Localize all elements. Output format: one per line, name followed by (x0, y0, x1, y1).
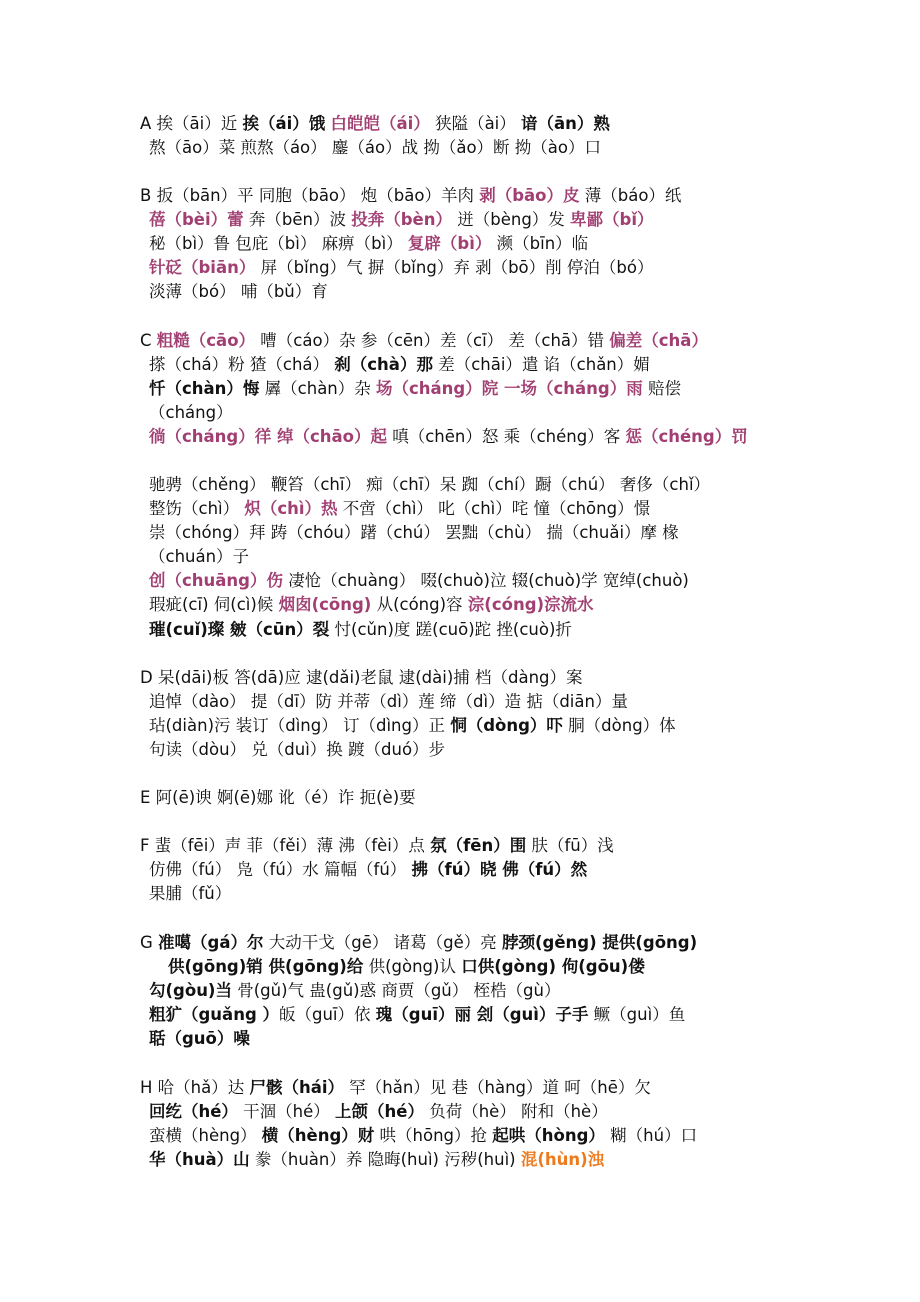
highlighted-term: 卑鄙（bǐ） (570, 210, 654, 229)
highlighted-term: 供(gōng)销 供(gōng)给 (168, 957, 364, 976)
text-segment: 供(gòng)认 (363, 957, 462, 976)
text-line (149, 1124, 860, 1148)
highlighted-term: 偏差（chā） (609, 331, 708, 350)
text-segment: 追悼（dào） 提（dī）防 并蒂（dì）莲 缔（dì）造 掂（diān）量 (149, 692, 628, 711)
text-line (149, 618, 860, 642)
text-segment: H 哈（hǎ）达 (140, 1078, 250, 1097)
text-segment: 负荷（hè） 附和（hè） (423, 1102, 608, 1121)
highlighted-term: 惩（chéng）罚 (625, 427, 748, 446)
text-line (149, 377, 860, 401)
text-segment: F 蜚（fēi）声 菲（fěi）薄 沸（fèi）点 (140, 836, 431, 855)
highlighted-term: 烟囱(cōng) (278, 595, 372, 614)
highlighted-term: 瑰（guī）丽 刽（guì）子手 (375, 1005, 589, 1024)
text-segment: 句读（dòu） 兑（duì）换 踱（duó）步 (149, 740, 446, 759)
highlighted-term: 粗犷（guǎng ） (149, 1005, 279, 1024)
text-segment: 大动干戈（gē） 诸葛（gě）亮 (263, 933, 502, 952)
text-line (168, 955, 860, 979)
text-line (149, 280, 860, 304)
text-line (140, 834, 860, 858)
text-line (149, 136, 860, 160)
highlighted-term: 拂（fú）晓 佛（fú）然 (411, 860, 588, 879)
text-line (140, 786, 860, 810)
text-segment: G (140, 933, 159, 952)
text-line (140, 184, 860, 208)
text-segment: 差（chāi）遣 谄（chǎn）媚 (432, 355, 650, 374)
text-segment: 胴（dòng）体 (562, 716, 676, 735)
text-segment: 屏（bǐng）气 摒（bǐng）弃 剥（bō）削 停泊（bó） (255, 258, 654, 277)
highlighted-term: 口供(gòng) 佝(gōu)偻 (461, 957, 645, 976)
text-line (149, 714, 860, 738)
text-segment: 骨(gǔ)气 蛊(gǔ)惑 商贾（gǔ） 桎梏（gù） (231, 981, 561, 1000)
text-segment: 秘（bì）鲁 包庇（bì） 麻痹（bì） (149, 234, 408, 253)
highlighted-term: 复辟（bì） (407, 234, 492, 253)
highlighted-term: 脖颈(gěng) 提供(gōng) (501, 933, 698, 952)
text-line (149, 353, 860, 377)
text-segment: 肤（fū）浅 (526, 836, 614, 855)
text-segment: 搽（chá）粉 猹（chá） (149, 355, 335, 374)
text-segment: 从(cóng)容 (371, 595, 468, 614)
highlighted-term: 忏（chàn）悔 (149, 379, 260, 398)
text-segment: 薄（báo）纸 (579, 186, 682, 205)
text-segment: 熬（āo）菜 煎熬（áo） 鏖（áo）战 拗（ǎo）断 拗（ào）口 (149, 138, 602, 157)
text-segment: 不啻（chì） 叱（chì）咤 憧（chōng）憬 (337, 499, 651, 518)
text-segment: 鳜（guì）鱼 (588, 1005, 686, 1024)
text-segment: 羼（chàn）杂 (259, 379, 377, 398)
highlighted-term: 投奔（bèn） (351, 210, 452, 229)
text-segment: 哄（hōng）抢 (374, 1126, 493, 1145)
highlighted-term: 炽（chì）热 (244, 499, 338, 518)
text-segment: 玷(diàn)污 装订（dìng） 订（dìng）正 (149, 716, 451, 735)
text-line (140, 1076, 860, 1100)
text-line (149, 593, 860, 617)
text-line (149, 232, 860, 256)
text-line (149, 882, 860, 906)
text-segment: D 呆(dāi)板 答(dā)应 逮(dǎi)老鼠 逮(dài)捕 档（dàng）案 (140, 668, 583, 687)
text-line (149, 497, 860, 521)
text-line (149, 858, 860, 882)
highlighted-term: 针砭（biān） (149, 258, 256, 277)
highlighted-term: 准噶（gá）尔 (158, 933, 264, 952)
text-line (149, 1027, 860, 1051)
text-segment: B 扳（bān）平 同胞（bāo） 炮（bāo）羊肉 (140, 186, 480, 205)
text-line (140, 666, 860, 690)
highlighted-term: 淙(cóng)淙流水 (467, 595, 594, 614)
text-segment: 整饬（chì） (149, 499, 245, 518)
text-line (149, 569, 860, 593)
text-segment: （chuán）子 (149, 547, 250, 566)
highlighted-term: 挨（ái）饿 (242, 114, 326, 133)
text-segment: 糊（hú）口 (604, 1126, 698, 1145)
text-segment: 狭隘（ài） (429, 114, 522, 133)
text-line (149, 738, 860, 762)
text-line (140, 329, 860, 353)
text-segment: 罕（hǎn）见 巷（hàng）道 呵（hē）欠 (344, 1078, 651, 1097)
text-line (149, 208, 860, 232)
highlighted-term: 混(hùn)浊 (520, 1150, 605, 1169)
text-line (140, 112, 860, 136)
highlighted-term: 谙（ān）熟 (521, 114, 610, 133)
text-line (149, 256, 860, 280)
text-line (149, 1148, 860, 1172)
text-segment: 蛮横（hèng） (149, 1126, 262, 1145)
text-line (149, 521, 860, 545)
text-segment: C (140, 331, 157, 350)
text-line (149, 473, 860, 497)
highlighted-term: 氛（fēn）围 (430, 836, 527, 855)
text-segment: （cháng） (149, 403, 233, 422)
text-segment: 嘈（cáo）杂 参（cēn）差（cī） 差（chā）错 (255, 331, 610, 350)
highlighted-term: 勾(gòu)当 (149, 981, 232, 1000)
highlighted-term: 回纥（hé） (149, 1102, 238, 1121)
text-segment: 干涸（hé） (237, 1102, 336, 1121)
highlighted-term: 刹（chà）那 (334, 355, 433, 374)
highlighted-term: 聒（guō）噪 (149, 1029, 250, 1048)
text-line (140, 931, 860, 955)
highlighted-term: 剥（bāo）皮 (479, 186, 580, 205)
text-segment: 瑕疵(cī) 伺(cì)候 (149, 595, 279, 614)
highlighted-term: 场（cháng）院 一场（cháng）雨 (376, 379, 643, 398)
text-segment: 淡薄（bó） 哺（bǔ）育 (149, 282, 328, 301)
highlighted-term: 尸骸（hái） (249, 1078, 345, 1097)
highlighted-term: 恫（dòng）吓 (450, 716, 563, 735)
highlighted-term: 璀(cuǐ)璨 皴（cūn）裂 (149, 620, 330, 639)
highlighted-term: 蓓（bèi）蕾 (149, 210, 244, 229)
text-segment: 果脯（fǔ） (149, 884, 232, 903)
highlighted-term: 创（chuāng）伤 (149, 571, 283, 590)
text-segment: 赔偿 (642, 379, 681, 398)
highlighted-term: 粗糙（cāo） (156, 331, 256, 350)
text-line (149, 425, 860, 449)
text-line (149, 690, 860, 714)
highlighted-term: 上颌（hé） (335, 1102, 424, 1121)
highlighted-term: 华（huà）山 (149, 1150, 250, 1169)
highlighted-term: 横（hèng）财 (261, 1126, 375, 1145)
text-segment: 仿佛（fú） 凫（fú）水 篇幅（fú） (149, 860, 412, 879)
text-line (149, 979, 860, 1003)
text-line (149, 401, 860, 425)
text-segment: 皈（guī）依 (279, 1005, 376, 1024)
text-segment: 崇（chóng）拜 踌（chóu）躇（chú） 罢黜（chù） 揣（chuǎi）摩 椽 (149, 523, 679, 542)
text-segment: 奔（bēn）波 (243, 210, 352, 229)
text-segment: 豢（huàn）养 隐晦(huì) 污秽(huì) (249, 1150, 521, 1169)
text-segment: E 阿(ē)谀 婀(ē)娜 讹（é）诈 扼(è)要 (140, 788, 416, 807)
text-line (149, 1003, 860, 1027)
text-line (149, 545, 860, 569)
text-segment: 驰骋（chěng） 鞭笞（chī） 痴（chī）呆 踟（chí）蹰（chú） 奢侈（chǐ） (149, 475, 711, 494)
text-segment: 濒（bīn）临 (491, 234, 589, 253)
highlighted-term: 起哄（hòng） (492, 1126, 605, 1145)
highlighted-term: 白皑皑（ái） (330, 114, 430, 133)
text-segment: A 挨（āi）近 (140, 114, 243, 133)
text-segment: 嗔（chēn）怒 乘（chéng）客 (386, 427, 626, 446)
text-line (149, 1100, 860, 1124)
text-segment: 凄怆（chuàng） 啜(chuò)泣 辍(chuò)学 宽绰(chuò) (282, 571, 689, 590)
text-segment: 迸（bèng）发 (452, 210, 571, 229)
highlighted-term: 徜（cháng）徉 绰（chāo）起 (149, 427, 387, 446)
text-segment: 忖(cǔn)度 蹉(cuō)跎 挫(cuò)折 (329, 620, 572, 639)
